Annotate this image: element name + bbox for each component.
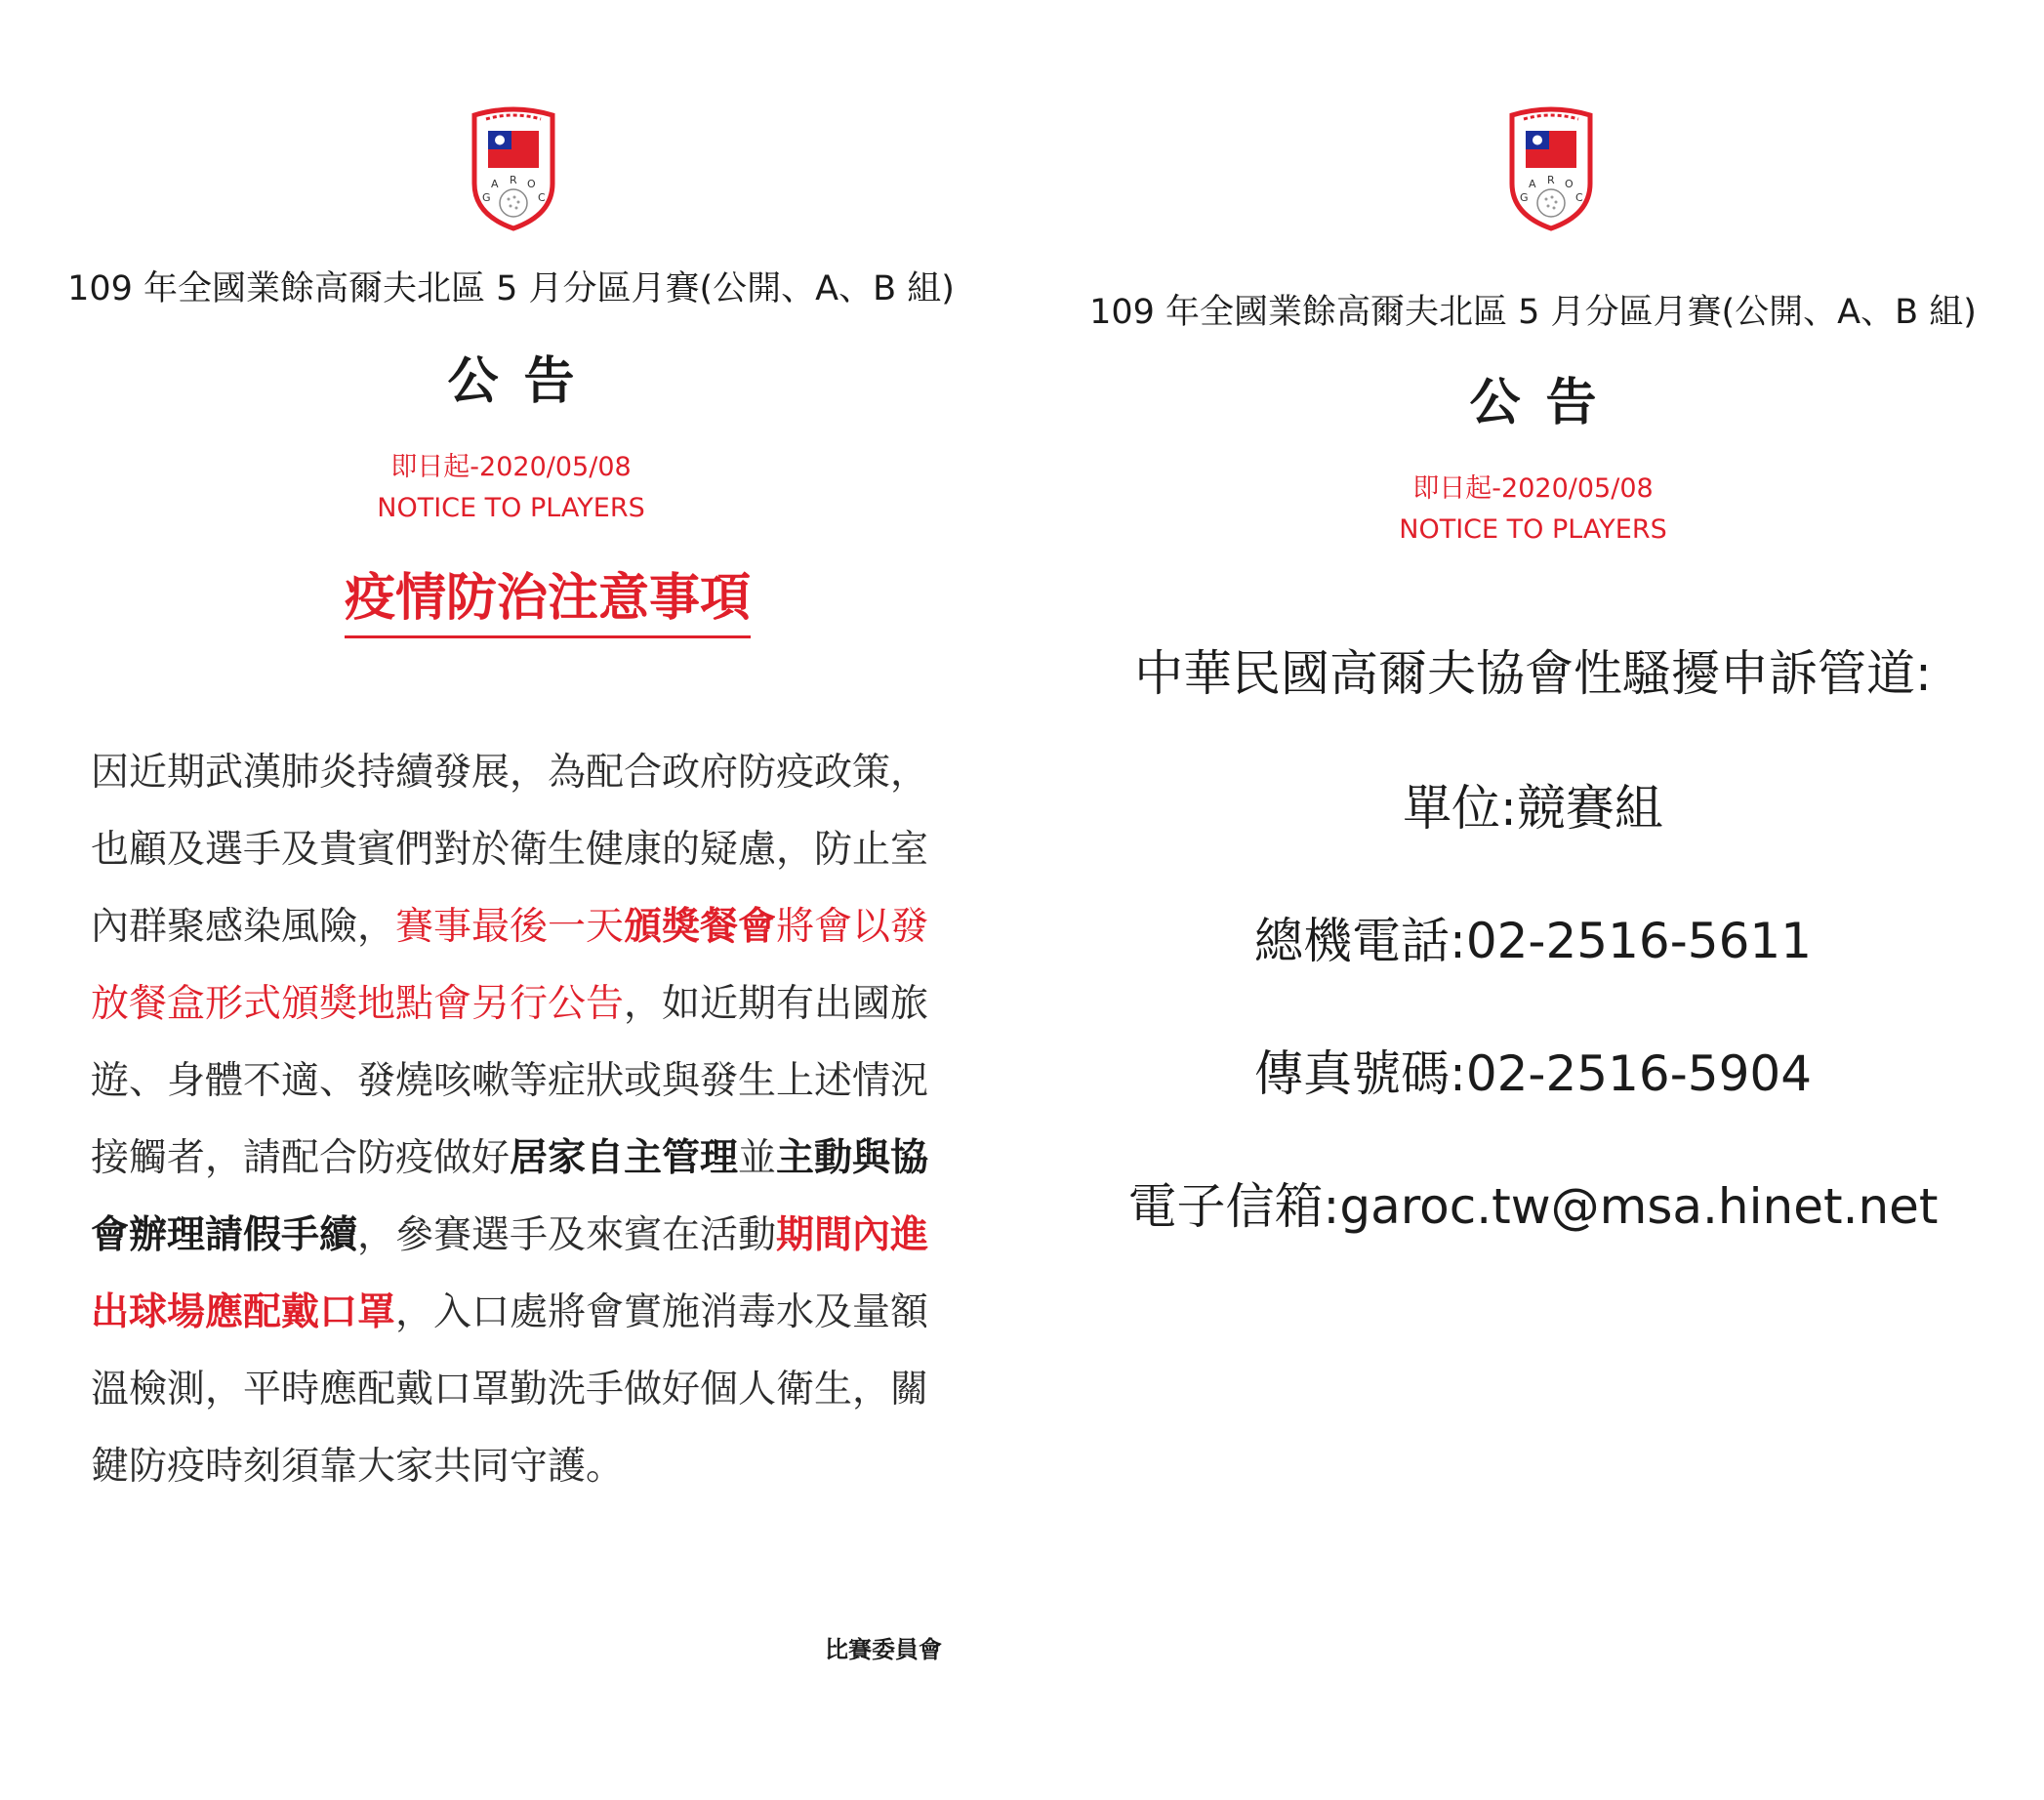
- body-segment: ，如近期有出國旅遊、身體不適、發燒咳嗽等症狀或與發生上述情況接觸者，請配合防疫做好: [91, 982, 929, 1180]
- unit-line: 單位:競賽組: [1403, 780, 1663, 837]
- svg-text:A: A: [1529, 178, 1536, 190]
- svg-text:C: C: [538, 191, 546, 204]
- notice-en: NOTICE TO PLAYERS: [1399, 514, 1667, 545]
- notice-body: [91, 734, 950, 1505]
- svg-text:R: R: [510, 174, 517, 186]
- event-title: 109 年全國業餘高爾夫北區 5 月分區月賽(公開、A、B 組): [67, 269, 955, 308]
- garoc-logo: [1506, 105, 1596, 232]
- notice-paragraph: [91, 734, 950, 1505]
- notice-en: NOTICE TO PLAYERS: [377, 493, 645, 523]
- notice-heading: 公告: [447, 352, 600, 411]
- svg-text:A: A: [491, 178, 499, 190]
- body-segment-bold: 主動與協會辦理請假手續: [91, 1136, 929, 1257]
- shield-emblem-icon: [1506, 105, 1596, 232]
- body-segment-highlight: 期間內進出球場應配戴口罩: [91, 1213, 929, 1334]
- body-segment: 因近期武漢肺炎持續發展，為配合政府防疫政策，也顧及選手及貴賓們對於衛生健康的疑慮，防止室內群聚感染風險，: [91, 751, 929, 949]
- body-segment-bold: 居家自主管理: [510, 1136, 739, 1180]
- event-title: 109 年全國業餘高爾夫北區 5 月分區月賽(公開、A、B 組): [1089, 293, 1977, 332]
- notice-page-right: [1022, 0, 2044, 1800]
- date-line: 即日起-2020/05/08: [390, 452, 632, 482]
- svg-text:G: G: [482, 191, 491, 204]
- channel-title: 中華民國高爾夫協會性騷擾申訴管道:: [1134, 645, 1932, 702]
- body-segment: ，入口處將會實施消毒水及量額溫檢測，平時應配戴口罩勤洗手做好個人衛生，關鍵防疫時刻須靠大家共同守護。: [91, 1290, 929, 1489]
- topic-title: 疫情防治注意事項: [345, 556, 751, 638]
- svg-text:C: C: [1575, 191, 1583, 204]
- body-segment-highlight: 賽事最後一天: [395, 905, 625, 949]
- body-segment: 並: [738, 1136, 777, 1180]
- body-segment-highlight: 將會以發放餐盒形式頒獎地點會另行公告: [91, 905, 929, 1026]
- body-segment-highlight: 頒獎餐會: [624, 905, 777, 949]
- garoc-logo: [469, 105, 558, 232]
- signature: 比賽委員會: [825, 1636, 942, 1663]
- fax-line: 傳真號碼:02-2516-5904: [1253, 1045, 1813, 1102]
- body-segment: ，參賽選手及來賓在活動: [357, 1213, 777, 1257]
- svg-text:R: R: [1547, 174, 1555, 186]
- svg-text:O: O: [527, 178, 536, 190]
- date-line: 即日起-2020/05/08: [1412, 473, 1654, 504]
- svg-text:O: O: [1565, 178, 1574, 190]
- phone-line: 總機電話:02-2516-5611: [1253, 913, 1813, 969]
- svg-text:G: G: [1520, 191, 1529, 204]
- shield-emblem-icon: [469, 105, 558, 232]
- email-line: 電子信箱:garoc.tw@msa.hinet.net: [1127, 1178, 1939, 1235]
- notice-heading: 公告: [1469, 374, 1622, 432]
